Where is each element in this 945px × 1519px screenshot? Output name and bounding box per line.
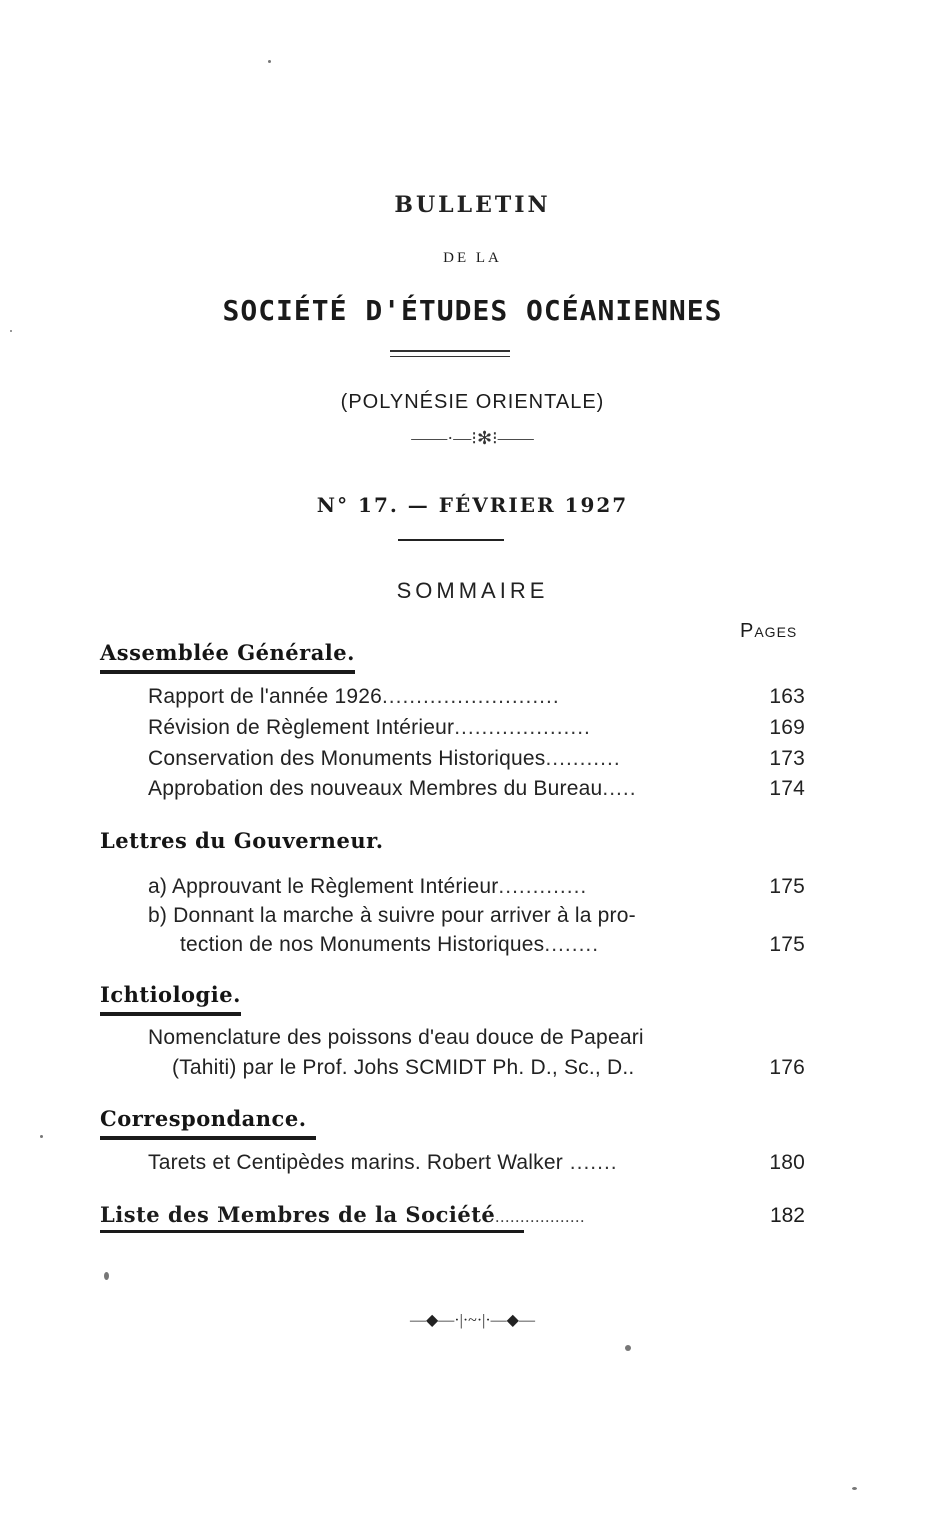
toc-entry [180, 933, 805, 957]
toc-entry [172, 1056, 805, 1080]
leader-dots: ........... [545, 747, 621, 770]
toc-entry-liste [100, 1202, 805, 1227]
page-number: 176 [769, 1056, 805, 1079]
leader-dots: ............. [498, 875, 588, 898]
toc-entry-line [148, 904, 805, 928]
toc-entry-line [148, 1026, 805, 1050]
leader-dots: .................. [495, 1209, 586, 1226]
paper-speck [10, 330, 12, 332]
entry-text: tection de nos Monuments Historiques [180, 933, 545, 956]
entry-text: Révision de Règlement Intérieur [148, 716, 455, 739]
society-name: SOCIÉTÉ D'ÉTUDES OCÉANIENNES [222, 294, 723, 327]
toc-entry [148, 777, 805, 801]
section-underline [100, 1009, 241, 1016]
toc-entry [148, 685, 805, 709]
bulletin-title: BULLETIN [394, 192, 551, 218]
issue-rule [398, 539, 504, 541]
section-title: Liste des Membres de la Société [100, 1202, 496, 1227]
section-ichtiologie [100, 982, 241, 1016]
entry-text: Rapport de l'année 1926 [148, 685, 382, 708]
liste-underline [100, 1230, 524, 1233]
entry-text: b) Donnant la marche à suivre pour arriver à la pro- [148, 904, 636, 927]
leader-dots: ........ [544, 933, 600, 956]
section-assemblee-generale [100, 640, 355, 674]
pages-column-label: Pages [740, 620, 798, 642]
ornament-divider-top: ——·—⁝✻⁝—— [411, 428, 534, 448]
entry-text: Approbation des nouveaux Membres du Bureau [148, 777, 603, 800]
page-number: 169 [769, 716, 805, 739]
paper-speck [852, 1487, 857, 1490]
page-number: 175 [769, 933, 805, 956]
section-underline [100, 667, 355, 674]
section-correspondance [100, 1106, 316, 1140]
sommaire-title: SOMMAIRE [396, 578, 549, 603]
leader-dots: .......................... [381, 685, 560, 708]
entry-text: Nomenclature des poissons d'eau douce de Papeari [148, 1026, 644, 1049]
paper-speck [268, 60, 271, 63]
entry-text: a) Approuvant le Règlement Intérieur [148, 875, 499, 898]
section-title: Ichtiologie. [100, 982, 241, 1007]
leader-dots: ..... [602, 777, 637, 800]
page-number: 182 [769, 1204, 805, 1227]
section-title: Correspondance. [100, 1106, 307, 1131]
paper-speck [104, 1272, 109, 1280]
page-number: 174 [769, 777, 805, 800]
page-number: 173 [769, 747, 805, 770]
section-title: Assemblée Générale. [100, 640, 355, 665]
page-number: 163 [769, 685, 805, 708]
section-underline [100, 1133, 316, 1140]
toc-entry [148, 747, 805, 771]
toc-entry [148, 1151, 805, 1175]
paper-speck [625, 1345, 631, 1351]
entry-text: (Tahiti) par le Prof. Johs SCMIDT Ph. D., Sc., D.. [172, 1056, 635, 1079]
issue-number: N° 17. — FÉVRIER 1927 [316, 493, 629, 517]
de-la-label: DE LA [443, 250, 502, 266]
leader-dots: .................... [454, 716, 591, 739]
section-lettres-gouverneur [100, 828, 384, 853]
double-rule [390, 350, 510, 357]
entry-text: Tarets et Centipèdes marins. Robert Walker [148, 1151, 563, 1174]
section-title: Lettres du Gouverneur. [100, 828, 384, 853]
toc-entry [148, 875, 805, 899]
page-number: 180 [769, 1151, 805, 1174]
region-label: (POLYNÉSIE ORIENTALE) [340, 391, 605, 413]
leader-dots: ....... [562, 1151, 618, 1174]
ornament-divider-bottom: —◆—·|·~·|·—◆— [410, 1312, 535, 1329]
page-number: 175 [769, 875, 805, 898]
paper-speck [40, 1135, 43, 1138]
entry-text: Conservation des Monuments Historiques [148, 747, 546, 770]
toc-entry [148, 716, 805, 740]
